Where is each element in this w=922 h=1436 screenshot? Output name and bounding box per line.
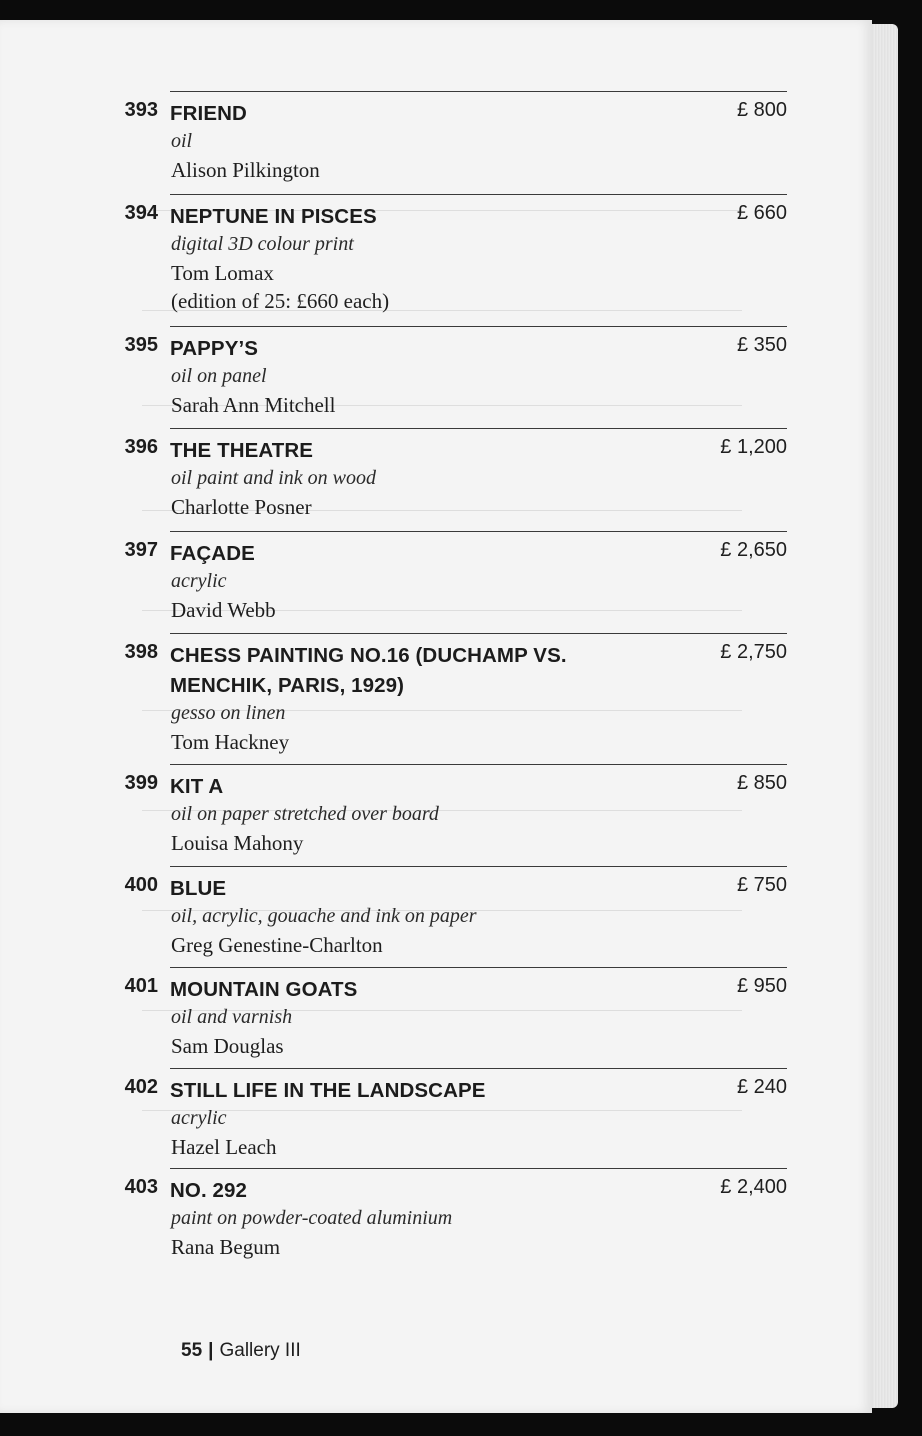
- entry-artist: Rana Begum: [171, 1235, 281, 1259]
- entry-number: 394: [124, 202, 158, 224]
- footer-separator: |: [208, 1340, 214, 1361]
- entry-number: 403: [124, 1176, 158, 1198]
- section-name: Gallery III: [219, 1340, 301, 1361]
- entry-number: 397: [124, 539, 158, 561]
- entry-divider: [170, 531, 787, 532]
- entry-title: BLUE: [170, 877, 227, 900]
- entry-title: FRIEND: [170, 102, 247, 125]
- entry-title: MOUNTAIN GOATS: [170, 978, 358, 1001]
- entry-medium: gesso on linen: [171, 702, 286, 724]
- entry-divider: [170, 866, 787, 867]
- entry-medium: oil and varnish: [171, 1006, 293, 1028]
- entry-number: 401: [124, 975, 158, 997]
- entry-edition-note: (edition of 25: £660 each): [171, 289, 390, 313]
- entry-price: £ 1,200: [720, 436, 787, 458]
- entry-title: FAÇADE: [170, 542, 255, 565]
- entry-divider: [170, 1168, 787, 1169]
- entry-medium: digital 3D colour print: [171, 233, 354, 255]
- entry-price: £ 750: [736, 874, 787, 896]
- entry-artist: Tom Lomax: [171, 261, 274, 285]
- entry-title: KIT A: [170, 775, 224, 798]
- entry-medium: oil on panel: [171, 365, 267, 387]
- entry-divider: [170, 428, 787, 429]
- entry-artist: Hazel Leach: [171, 1135, 277, 1159]
- entry-artist: Greg Genestine-Charlton: [171, 933, 383, 957]
- entry-divider: [170, 91, 787, 92]
- entry-price: £ 950: [736, 975, 787, 997]
- entry-price: £ 850: [736, 772, 787, 794]
- entry-artist: Alison Pilkington: [171, 158, 320, 182]
- entry-title: STILL LIFE IN THE LANDSCAPE: [170, 1079, 486, 1102]
- entry-artist: Sam Douglas: [171, 1034, 284, 1058]
- entry-medium: oil: [171, 130, 193, 152]
- entry-price: £ 2,400: [720, 1176, 787, 1198]
- entry-medium: oil, acrylic, gouache and ink on paper: [171, 905, 477, 927]
- entry-divider: [170, 967, 787, 968]
- entry-title: NO. 292: [170, 1179, 248, 1202]
- entry-price: £ 2,750: [720, 641, 787, 663]
- entry-number: 400: [124, 874, 158, 896]
- entry-number: 399: [124, 772, 158, 794]
- entry-price: £ 350: [736, 334, 787, 356]
- page-footer: [181, 1340, 301, 1362]
- entry-number: 393: [124, 99, 158, 121]
- entry-medium: paint on powder-coated aluminium: [171, 1207, 453, 1229]
- entry-artist: Louisa Mahony: [171, 831, 304, 855]
- entry-artist: Tom Hackney: [171, 730, 290, 754]
- entry-divider: [170, 326, 787, 327]
- entry-title: THE THEATRE: [170, 439, 314, 462]
- entry-medium: oil on paper stretched over board: [171, 803, 439, 825]
- entry-divider: [170, 1068, 787, 1069]
- entry-artist: David Webb: [171, 598, 276, 622]
- catalogue-page: [0, 20, 872, 1413]
- entry-number: 402: [124, 1076, 158, 1098]
- page-number: 55: [181, 1340, 203, 1361]
- entry-artist: Sarah Ann Mitchell: [171, 393, 336, 417]
- entry-number: 398: [124, 641, 158, 663]
- entry-number: 395: [124, 334, 158, 356]
- entry-price: £ 240: [736, 1076, 787, 1098]
- entry-title: NEPTUNE IN PISCES: [170, 205, 377, 228]
- entry-number: 396: [124, 436, 158, 458]
- entry-medium: acrylic: [171, 570, 227, 592]
- entry-divider: [170, 764, 787, 765]
- entry-medium: acrylic: [171, 1107, 227, 1129]
- entry-title: PAPPY’S: [170, 337, 259, 360]
- entry-divider: [170, 633, 787, 634]
- entry-medium: oil paint and ink on wood: [171, 467, 376, 489]
- entry-price: £ 2,650: [720, 539, 787, 561]
- entry-price: £ 660: [736, 202, 787, 224]
- entry-price: £ 800: [736, 99, 787, 121]
- entry-divider: [170, 194, 787, 195]
- entry-artist: Charlotte Posner: [171, 495, 312, 519]
- entry-title: CHESS PAINTING NO.16 (DUCHAMP VS. MENCHIK, PARIS, 1929): [170, 644, 567, 697]
